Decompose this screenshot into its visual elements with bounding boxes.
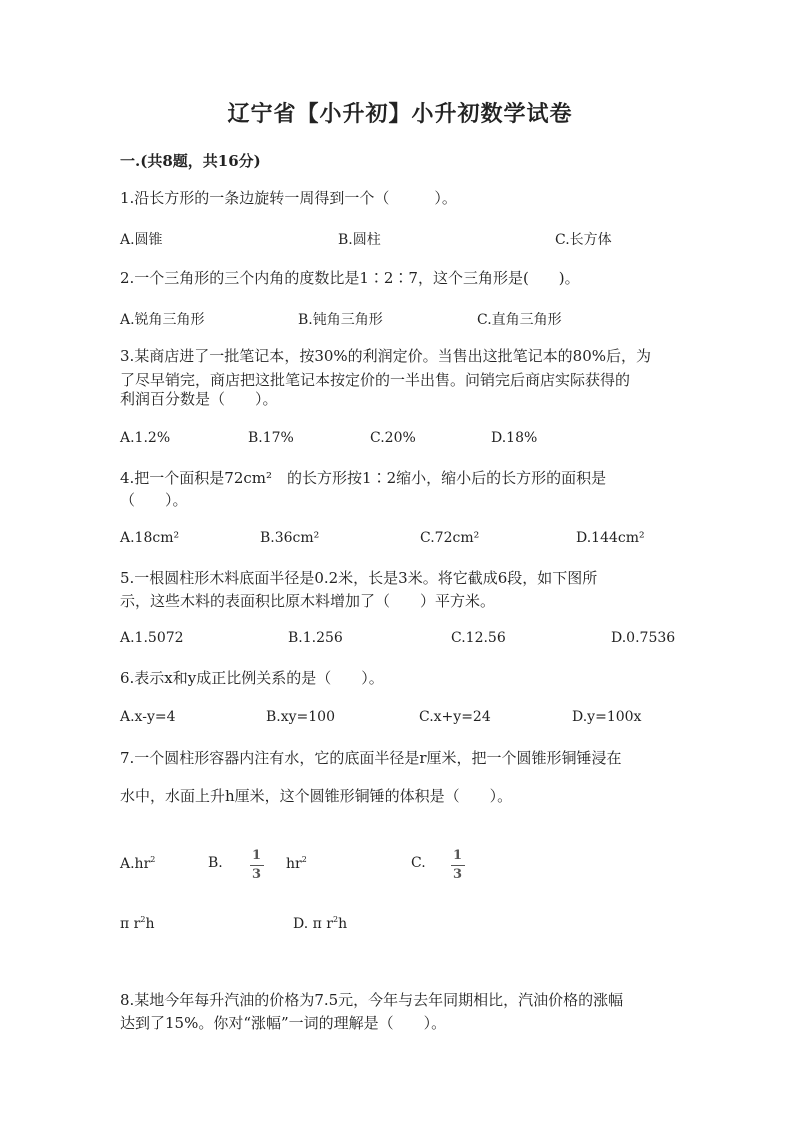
q3-option-d: D.18% [491,430,538,446]
q7-option-c-text: π r [120,916,141,932]
q6-option-c: C.x+y=24 [419,709,491,725]
q7-option-b-tail [286,855,307,872]
question-6: 6.表示x和y成正比例关系的是（ ）。 [120,669,384,687]
q7-option-c-label: C. [411,855,426,871]
question-2: 2.一个三角形的三个内角的度数比是1∶2∶7，这个三角形是( )。 [120,269,580,287]
question-1: 1.沿长方形的一条边旋转一周得到一个（ ）。 [120,189,457,207]
question-8-line-2: 达到了15%。你对“涨幅”一词的理解是（ ）。 [120,1014,447,1032]
page-title: 辽宁省【小升初】小升初数学试卷 [227,101,573,127]
q6-option-a: A.x-y=4 [120,709,176,725]
q7-option-c-continuation [120,915,154,932]
question-5-line-2: 示，这些木料的表面积比原木料增加了（ ）平方米。 [120,592,496,610]
q7-option-c-tail: h [145,916,155,932]
fraction-bar [451,865,465,866]
q7-option-b-label: B. [208,855,223,871]
q7-option-a-text: A.hr [120,856,151,872]
q1-option-c: C.长方体 [555,232,612,248]
q1-option-b: B.圆柱 [338,232,381,248]
q4-option-c: C.72cm² [420,530,480,546]
q7-option-d-exponent: 2 [332,915,339,924]
q7-option-a [120,855,155,872]
section-heading: 一.(共8题，共16分) [120,152,261,170]
q7-option-b-text: hr [286,856,302,872]
question-4-line-2: （ ）。 [120,491,188,509]
q6-option-b: B.xy=100 [266,709,335,725]
q1-option-a: A.圆锥 [120,232,163,248]
question-4-line-1: 4.把一个面积是72cm² 的长方形按1∶2缩小，缩小后的长方形的面积是 [120,469,607,487]
q6-option-d: D.y=100x [572,709,642,725]
q7-option-d-text: D. π r [293,916,333,932]
q5-option-b: B.1.256 [288,630,343,646]
q7-option-d-tail: h [338,916,348,932]
q7-option-a-exponent: 2 [150,855,156,864]
question-3-line-2: 了尽早销完，商店把这批笔记本按定价的一半出售。问销完后商店实际获得的 [120,371,631,389]
q7-option-b-fraction [249,849,264,882]
question-5-line-1: 5.一根圆柱形木料底面半径是0.2米，长是3米。将它截成6段，如下图所 [120,569,598,587]
question-7-line-2: 水中，水面上升h厘米，这个圆锥形铜锤的体积是（ ）。 [120,787,513,805]
question-3-line-3: 利润百分数是（ ）。 [120,390,278,408]
q3-option-b: B.17% [248,430,294,446]
fraction-bar [250,865,264,866]
q5-option-a: A.1.5072 [120,630,184,646]
q3-option-c: C.20% [370,430,416,446]
q7-option-c-denominator: 3 [453,867,463,882]
q4-option-d: D.144cm² [576,530,645,546]
q7-option-c-numerator: 1 [453,848,463,863]
q7-option-b-exponent: 2 [301,855,307,864]
q2-option-a: A.锐角三角形 [120,312,205,328]
q7-option-c-exponent: 2 [140,915,146,924]
q7-option-d [293,915,347,932]
q7-option-b-denominator: 3 [252,867,262,882]
question-8-line-1: 8.某地今年每升汽油的价格为7.5元，今年与去年同期相比，汽油价格的涨幅 [120,991,624,1009]
q4-option-a: A.18cm² [120,530,180,546]
q4-option-b: B.36cm² [260,530,320,546]
q2-option-b: B.钝角三角形 [298,312,383,328]
q7-option-b-numerator: 1 [252,848,262,863]
q5-option-c: C.12.56 [451,630,506,646]
q2-option-c: C.直角三角形 [477,312,562,328]
question-7-line-1: 7.一个圆柱形容器内注有水，它的底面半径是r厘米，把一个圆锥形铜锤浸在 [120,749,622,767]
q5-option-d: D.0.7536 [611,630,676,646]
question-3-line-1: 3.某商店进了一批笔记本，按30%的利润定价。当售出这批笔记本的80%后，为 [120,347,651,365]
q3-option-a: A.1.2% [120,430,171,446]
q7-option-c-fraction [450,849,465,882]
